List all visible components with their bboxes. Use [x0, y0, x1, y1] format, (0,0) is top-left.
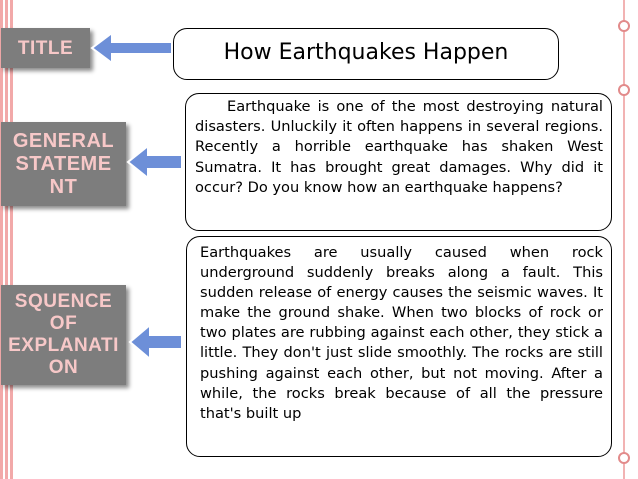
- page-title: How Earthquakes Happen: [223, 40, 509, 65]
- title-label-text: TITLE: [17, 37, 74, 59]
- general-statement-label-line: STATEME: [15, 152, 112, 175]
- sequence-label-line: OF: [49, 313, 78, 334]
- general-statement-box: [185, 93, 612, 231]
- rail-dot: [618, 84, 630, 96]
- rail-dot: [618, 452, 630, 464]
- general-arrow-icon: [126, 143, 184, 181]
- sequence-label-line: ON: [48, 357, 79, 378]
- sequence-text: Earthquakes are usually caused when rock underground suddenly breaks along a fault. This sudden release of energy causes the seismic waves. It make the ground shake. When two blocks of rock or two plates are rubbing against each other, they stick a little. They don't just slide smoothly. The rocks are still pushing against each other, but not moving. After a while, the rocks break because of all the pressure that's built up: [200, 244, 603, 422]
- sequence-box: [186, 236, 612, 457]
- title-label: [1, 28, 90, 68]
- title-arrow-icon: [90, 30, 174, 66]
- left-stripe: [0, 0, 3, 479]
- sequence-label-line: EXPLANATI: [8, 335, 119, 356]
- general-statement-label: [1, 122, 126, 206]
- title-box: [173, 28, 559, 80]
- sequence-arrow-icon: [128, 322, 184, 362]
- rail-dot: [618, 20, 630, 32]
- right-rail: [623, 0, 625, 479]
- left-stripe: [10, 0, 13, 479]
- sequence-label: [1, 285, 126, 385]
- left-stripe: [5, 0, 8, 479]
- general-statement-label-line: NT: [49, 175, 78, 198]
- sequence-label-line: SQUENCE: [14, 291, 113, 312]
- general-statement-label-line: GENERAL: [12, 129, 115, 152]
- general-statement-text: Earthquake is one of the most destroying natural disasters. Unluckily it often happens in several regions. Recently a horrible earthquake has shaken West Sumatra. It has brought great damages. Why did it occur? Do you know how an earthquake happens?: [195, 98, 603, 196]
